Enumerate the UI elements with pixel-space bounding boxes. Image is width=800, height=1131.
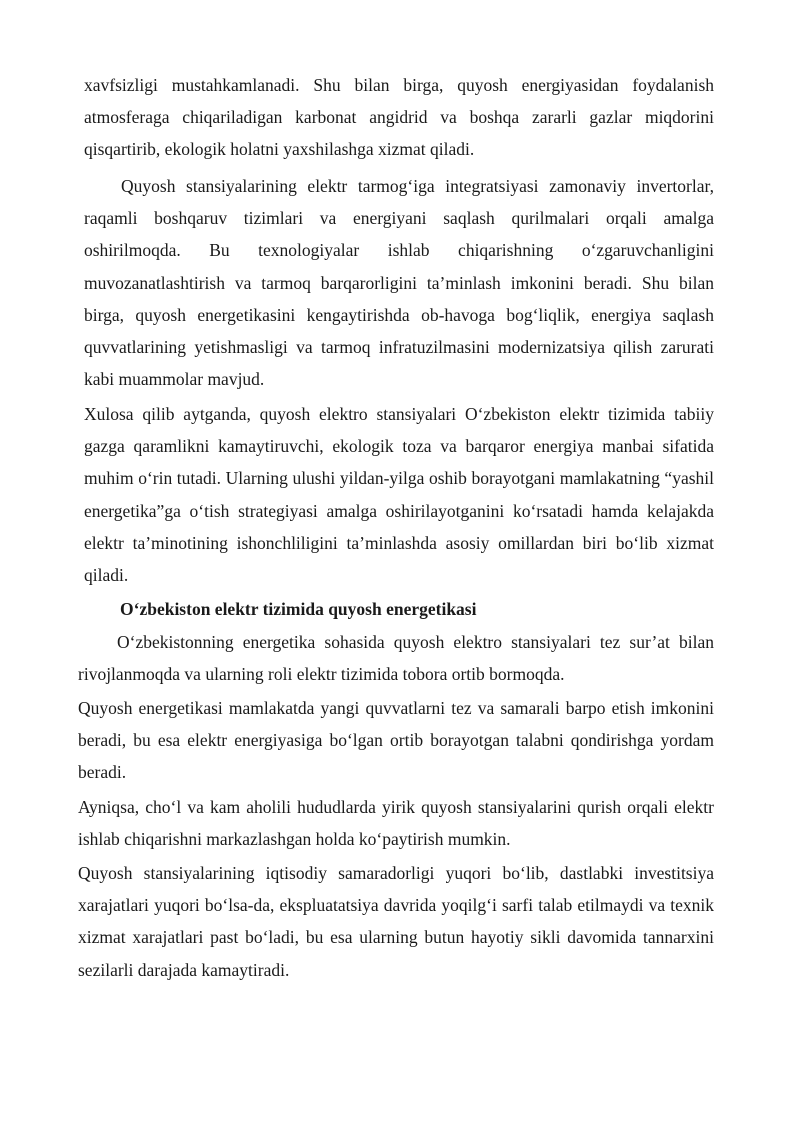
section-heading: O‘zbekiston elektr tizimida quyosh energetikasi <box>120 599 477 619</box>
paragraph-7: Quyosh stansiyalarining iqtisodiy samaradorligi yuqori bo‘lib, dastlabki investitsiya xarajatlari yuqori bo‘lsa-da, ekspluatatsiya davrida yoqilg‘i sarfi talab etilmaydi va texnik xizmat xarajatlari past bo‘ladi, bu esa ularning butun hayotiy sikli davomida tannarxini sezilarli darajada kamaytiradi. <box>78 863 714 980</box>
paragraph-3: Xulosa qilib aytganda, quyosh elektro stansiyalari O‘zbekiston elektr tizimida tabiiy gazga qaramlikni kamaytiruvchi, ekologik toza va barqaror energiya manbai sifatida muhim o‘rin tutadi. Ularning ulushi yildan-yilga oshib borayotgani mamlakatning “yashil energetika”ga o‘tish strategiyasi amalga oshirilayotganini ko‘rsatadi hamda kelajakda elektr ta’minotining ishonchliligini ta’minlashda asosiy omillardan biri bo‘lib xizmat qiladi. <box>84 404 714 586</box>
paragraph-4: O‘zbekistonning energetika sohasida quyosh elektro stansiyalari tez sur’at bilan rivojlanmoqda va ularning roli elektr tizimida tobora ortib bormoqda. <box>78 632 714 685</box>
paragraph-6: Ayniqsa, cho‘l va kam aholili hududlarda yirik quyosh stansiyalarini qurish orqali elektr ishlab chiqarishni markazlashgan holda ko‘paytirish mumkin. <box>78 797 714 850</box>
paragraph-1: xavfsizligi mustahkamlanadi. Shu bilan birga, quyosh energiyasidan foydalanish atmosferaga chiqariladigan karbonat angidrid va boshqa zararli gazlar miqdorini qisqartirib, ekologik holatni yaxshilashga xizmat qiladi. <box>84 75 714 160</box>
paragraph-5: Quyosh energetikasi mamlakatda yangi quvvatlarni tez va samarali barpo etish imkonini beradi, bu esa elektr energiyasiga bo‘lgan ortib borayotgan talabni qondirishga yordam beradi. <box>78 698 714 783</box>
paragraph-2: Quyosh stansiyalarining elektr tarmog‘iga integratsiyasi zamonaviy invertorlar, raqamli boshqaruv tizimlari va energiyani saqlash qurilmalari orqali amalga oshirilmoqda. Bu texnologiyalar ishlab chiqarishning o‘zgaruvchanligini muvozanatlashtirish va tarmoq barqarorligini ta’minlash imkonini beradi. Shu bilan birga, quyosh energetikasini kengaytirishda ob-havoga bog‘liqlik, energiya saqlash quvvatlarining yetishmasligi va tarmoq infratuzilmasini modernizatsiya qilish zarurati kabi muammolar mavjud. <box>84 176 714 390</box>
